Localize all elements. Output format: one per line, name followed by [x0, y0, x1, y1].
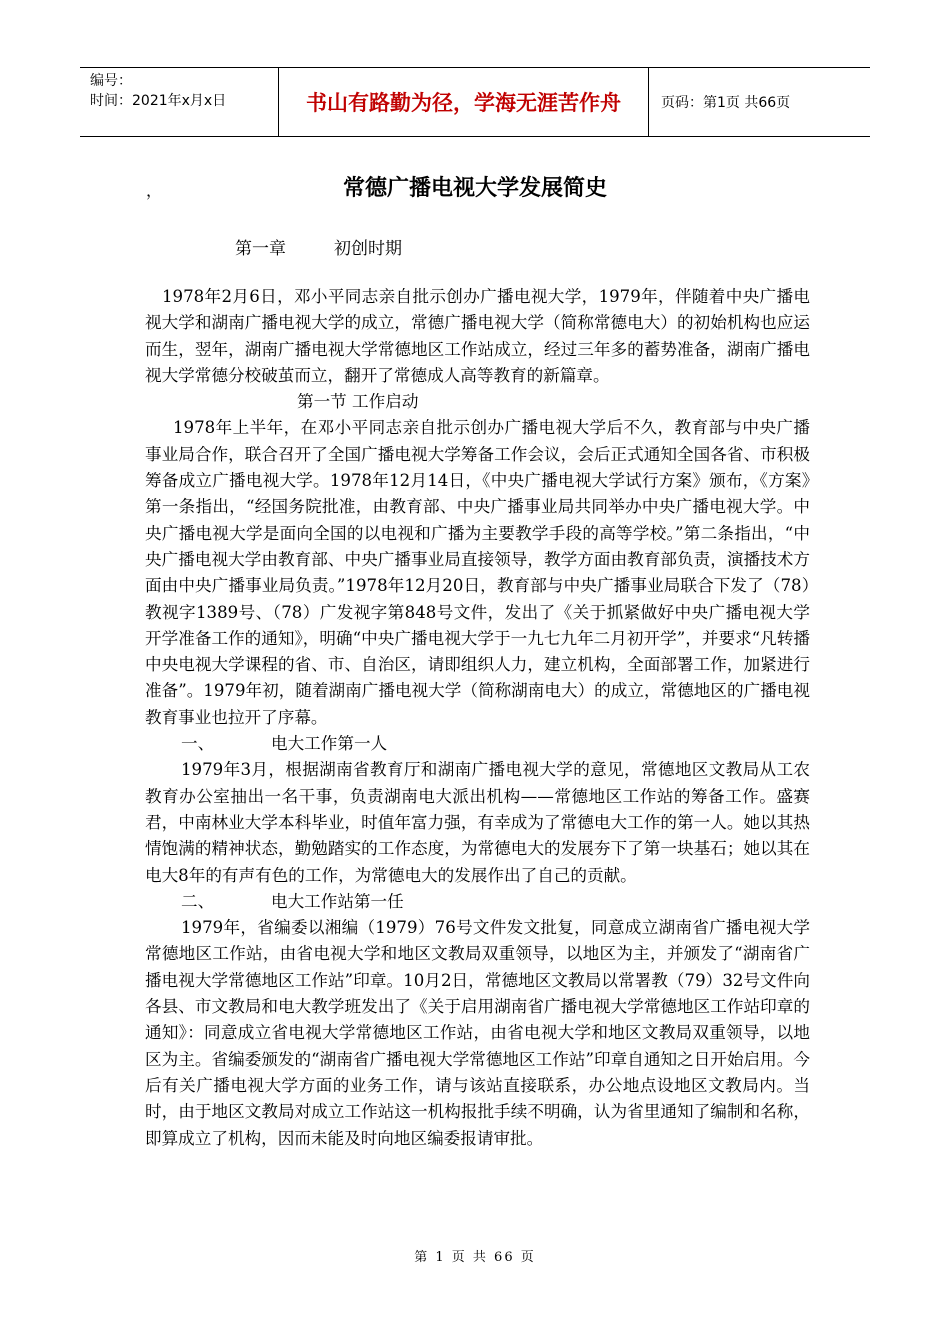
header-number: 编号：: [90, 73, 132, 89]
subsection-title-1: 电大工作第一人: [271, 734, 388, 754]
header-motto: 书山有路勤为径，学海无涯苦作舟: [279, 68, 649, 136]
section-heading: 第一节 工作启动: [297, 392, 419, 412]
subsection-number-1: 一、: [181, 734, 215, 754]
chapter-heading: [235, 234, 402, 259]
subsection-paragraph-2: 1979年，省编委以湘编（1979）76号文件发文批复，同意成立湖南省广播电视大学常德地区工作站，由省电视大学和地区文教局双重领导，以地区为主，并颁发了“湖南省广播电视大学常德地区工作站”印章。10月2日，常德地区文教局以常署教（79）32号文件向各县、市文教局和电大教学班发出了《关于启用湖南省广播电视大学常德地区工作站印章的通知》：同意成立省电视大学常德地区工作站，由省电视大学和地区文教局双重领导，以地区为主。省编委颁发的“湖南省广播电视大学常德地区工作站”印章自通知之日开始启用。今后有关广播电视大学方面的业务工作，请与该站直接联系，办公地点设地区文教局内。当时，由于地区文教局对成立工作站这一机构报批手续不明确，认为省里通知了编制和名称，即算成立了机构，因而未能及时向地区编委报请审批。: [145, 918, 810, 1148]
stray-comma: ，: [146, 181, 163, 200]
chapter-title: 初创时期: [334, 239, 402, 259]
document-body: [145, 284, 810, 1152]
subsection-heading-2: [145, 889, 810, 915]
header-meta: [80, 68, 279, 136]
subsection-heading-1: [145, 731, 810, 757]
header-page-info: 页码：第1页 共66页: [661, 95, 791, 111]
subsection-number-2: 二、: [181, 891, 215, 911]
section-paragraph: 1978年上半年，在邓小平同志亲自批示创办广播电视大学后不久，教育部与中央广播事业局合作，联合召开了全国广播电视大学筹备工作会议，会后正式通知全国各省、市积极筹备成立广播电视大学。1978年12月14日，《中央广播电视大学试行方案》颁布，《方案》第一条指出，“经国务院批准，由教育部、中央广播事业局共同举办中央广播电视大学。中央广播电视大学是面向全国的以电视和广播为主要教学手段的高等学校。”第二条指出，“中央广播电视大学由教育部、中央广播事业局直接领导，教学方面由教育部负责，演播技术方面由中央广播事业局负责。”1978年12月20日，教育部与中央广播事业局联合下发了（78）教视字1389号、（78）广发视字第848号文件，发出了《关于抓紧做好中央广播电视大学开学准备工作的通知》，明确“中央广播电视大学于一九七九年二月初开学”，并要求“凡转播中央电视大学课程的省、市、自治区，请即组织人力，建立机构，全面部署工作，加紧进行准备”。1979年初，随着湖南广播电视大学（简称湖南电大）的成立，常德地区的广播电视教育事业也拉开了序幕。: [145, 418, 810, 727]
page-footer: 第 1 页 共 66 页: [414, 1250, 536, 1265]
header-time: 时间：2021年x月x日: [90, 93, 227, 109]
subsection-title-2: 电大工作站第一任: [271, 891, 404, 911]
subsection-paragraph-1: 1979年3月，根据湖南省教育厅和湖南广播电视大学的意见，常德地区文教局从工农教育办公室抽出一名干事，负责湖南电大派出机构——常德地区工作站的筹备工作。盛赛君，中南林业大学本科毕业，时值年富力强，有幸成为了常德电大工作的第一人。她以其热情饱满的精神状态，勤勉踏实的工作态度，为常德电大的发展夯下了第一块基石；她以其在电大8年的有声有色的工作，为常德电大的发展作出了自己的贡献。: [145, 760, 810, 885]
intro-paragraph: 1978年2月6日，邓小平同志亲自批示创办广播电视大学，1979年，伴随着中央广播电视大学和湖南广播电视大学的成立，常德广播电视大学（简称常德电大）的初始机构也应运而生，翌年，湖南广播电视大学常德地区工作站成立，经过三年多的蓄势准备，湖南广播电视大学常德分校破茧而立，翻开了常德成人高等教育的新篇章。: [145, 287, 810, 385]
chapter-number: 第一章: [235, 239, 286, 259]
document-header: [80, 67, 870, 137]
document-title: 常德广播电视大学发展简史: [342, 176, 607, 201]
